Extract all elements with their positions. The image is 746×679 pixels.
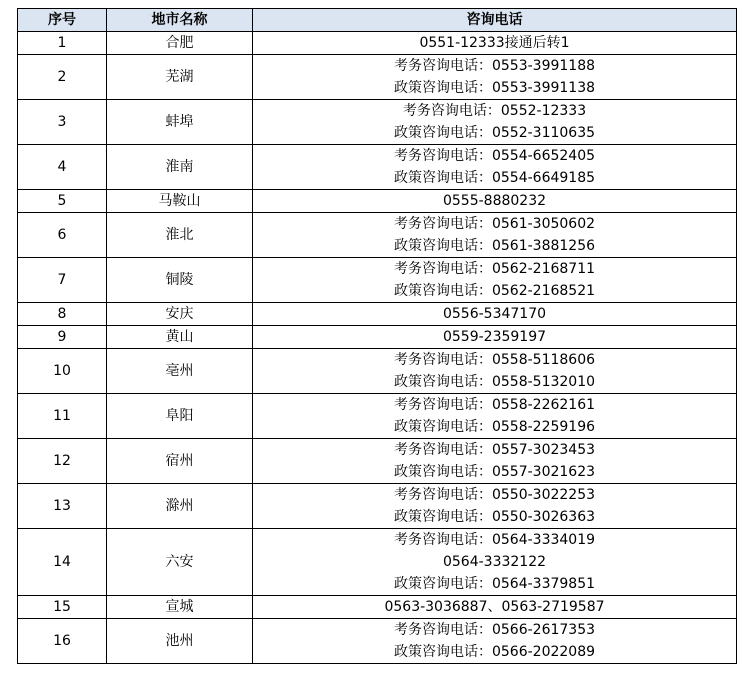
- table-row: [18, 55, 737, 100]
- table-row: [18, 32, 737, 55]
- phone-line: 考务咨询电话：0552-12333: [402, 103, 587, 119]
- row-city: 合肥: [107, 32, 253, 55]
- phone-line: 政策咨询电话：0561-3881256: [393, 238, 596, 254]
- phone-line: 政策咨询电话：0554-6649185: [393, 170, 596, 186]
- row-index: 11: [18, 394, 107, 439]
- table-row: [18, 596, 737, 619]
- row-city: 宿州: [107, 439, 253, 484]
- row-index: 4: [18, 145, 107, 190]
- row-city: 蚌埠: [107, 100, 253, 145]
- row-index: 14: [18, 529, 107, 596]
- header-index: 序号: [18, 9, 107, 32]
- table-row: [18, 213, 737, 258]
- row-city: 黄山: [107, 326, 253, 349]
- phone-line: 考务咨询电话：0558-2262161: [393, 397, 596, 413]
- row-index: 8: [18, 303, 107, 326]
- row-phone: [253, 326, 737, 349]
- phone-line: 0556-5347170: [442, 306, 547, 322]
- row-index: 15: [18, 596, 107, 619]
- table-row: [18, 190, 737, 213]
- row-phone: [253, 145, 737, 190]
- phone-line: 政策咨询电话：0557-3021623: [393, 464, 596, 480]
- row-phone: [253, 213, 737, 258]
- row-index: 16: [18, 619, 107, 664]
- phone-line: 政策咨询电话：0552-3110635: [393, 125, 596, 141]
- phone-line: 政策咨询电话：0562-2168521: [393, 283, 596, 299]
- phone-line: 政策咨询电话：0553-3991138: [393, 80, 596, 96]
- phone-line: 考务咨询电话：0553-3991188: [393, 58, 596, 74]
- row-city: 铜陵: [107, 258, 253, 303]
- row-index: 10: [18, 349, 107, 394]
- phone-line: 0551-12333接通后转1: [419, 35, 570, 51]
- phone-line: 考务咨询电话：0550-3022253: [393, 487, 596, 503]
- row-phone: [253, 55, 737, 100]
- table-row: [18, 619, 737, 664]
- row-city: 芜湖: [107, 55, 253, 100]
- phone-table-container: [17, 8, 737, 664]
- table-row: [18, 439, 737, 484]
- table-row: [18, 303, 737, 326]
- row-index: 12: [18, 439, 107, 484]
- row-phone: [253, 439, 737, 484]
- table-row: [18, 326, 737, 349]
- row-index: 5: [18, 190, 107, 213]
- phone-line: 政策咨询电话：0558-5132010: [393, 374, 596, 390]
- table-row: [18, 145, 737, 190]
- row-index: 3: [18, 100, 107, 145]
- phone-line: 0564-3332122: [442, 554, 547, 570]
- row-city: 滁州: [107, 484, 253, 529]
- phone-line: 考务咨询电话：0566-2617353: [393, 622, 596, 638]
- row-index: 2: [18, 55, 107, 100]
- phone-line: 政策咨询电话：0550-3026363: [393, 509, 596, 525]
- row-phone: [253, 394, 737, 439]
- phone-line: 政策咨询电话：0566-2022089: [393, 644, 596, 660]
- row-index: 7: [18, 258, 107, 303]
- row-index: 6: [18, 213, 107, 258]
- row-index: 1: [18, 32, 107, 55]
- row-city: 池州: [107, 619, 253, 664]
- row-phone: [253, 100, 737, 145]
- row-phone: [253, 596, 737, 619]
- phone-line: 0555-8880232: [442, 193, 547, 209]
- phone-line: 考务咨询电话：0558-5118606: [393, 352, 596, 368]
- phone-line: 0559-2359197: [442, 329, 547, 345]
- row-city: 马鞍山: [107, 190, 253, 213]
- phone-line: 考务咨询电话：0562-2168711: [393, 261, 596, 277]
- consultation-phone-table: [17, 8, 737, 664]
- row-city: 六安: [107, 529, 253, 596]
- table-row: [18, 529, 737, 596]
- row-phone: [253, 190, 737, 213]
- table-header-row: [18, 9, 737, 32]
- row-city: 安庆: [107, 303, 253, 326]
- row-city: 宣城: [107, 596, 253, 619]
- phone-line: 考务咨询电话：0557-3023453: [393, 442, 596, 458]
- row-city: 阜阳: [107, 394, 253, 439]
- row-city: 淮南: [107, 145, 253, 190]
- table-row: [18, 100, 737, 145]
- header-city: 地市名称: [107, 9, 253, 32]
- header-phone: 咨询电话: [253, 9, 737, 32]
- row-city: 亳州: [107, 349, 253, 394]
- row-phone: [253, 349, 737, 394]
- phone-line: 政策咨询电话：0558-2259196: [393, 419, 596, 435]
- row-city: 淮北: [107, 213, 253, 258]
- row-phone: [253, 258, 737, 303]
- phone-line: 0563-3036887、0563-2719587: [384, 599, 605, 615]
- phone-line: 考务咨询电话：0554-6652405: [393, 148, 596, 164]
- row-phone: [253, 529, 737, 596]
- table-row: [18, 394, 737, 439]
- row-phone: [253, 619, 737, 664]
- row-phone: [253, 32, 737, 55]
- table-body: [18, 32, 737, 664]
- phone-line: 政策咨询电话：0564-3379851: [393, 576, 596, 592]
- table-row: [18, 349, 737, 394]
- row-phone: [253, 303, 737, 326]
- row-phone: [253, 484, 737, 529]
- row-index: 9: [18, 326, 107, 349]
- table-row: [18, 258, 737, 303]
- phone-line: 考务咨询电话：0561-3050602: [393, 216, 596, 232]
- phone-line: 考务咨询电话：0564-3334019: [393, 532, 596, 548]
- row-index: 13: [18, 484, 107, 529]
- table-row: [18, 484, 737, 529]
